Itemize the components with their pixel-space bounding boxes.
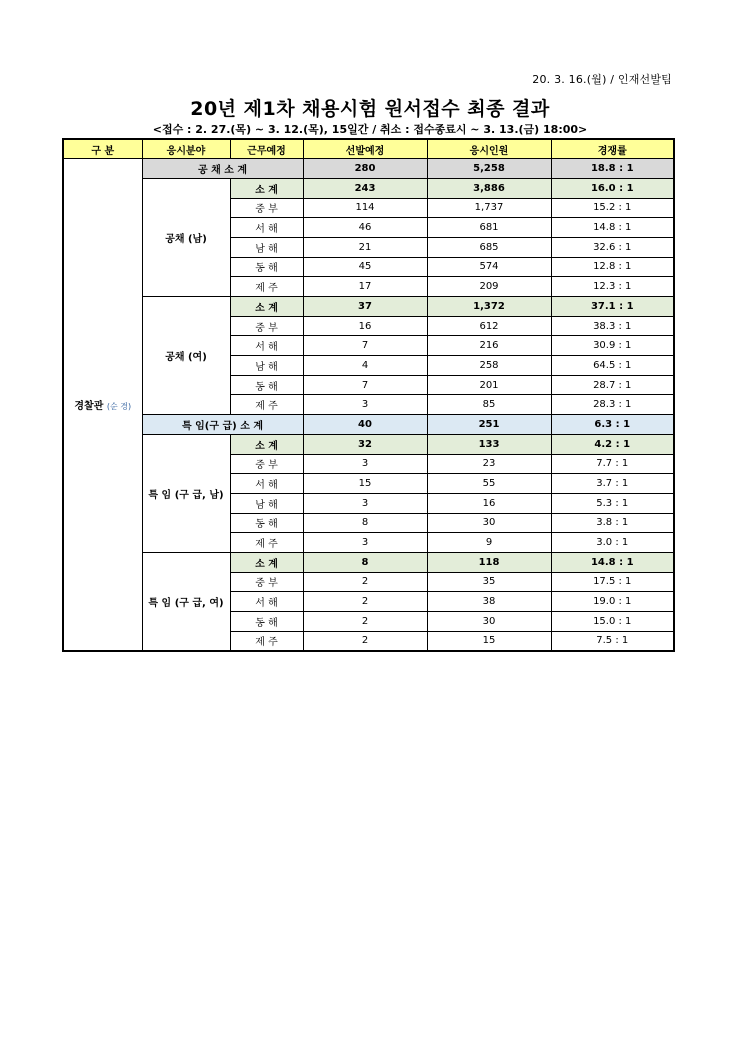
cell-region: 남 해 [230,493,303,513]
cell-ratio: 5.3 : 1 [551,493,674,513]
cell-ratio: 12.3 : 1 [551,277,674,297]
cell-selected: 32 [303,434,427,454]
cell-region: 소 계 [230,434,303,454]
column-header: 경쟁률 [551,139,674,159]
cell-region: 서 해 [230,592,303,612]
table-header-row [63,139,674,159]
cell-applicants: 216 [427,336,551,356]
table-row [63,159,674,179]
cell-region: 남 해 [230,356,303,376]
column-header: 선발예정 [303,139,427,159]
cell-applicants: 5,258 [427,159,551,179]
column-header: 응시인원 [427,139,551,159]
cell-region: 제 주 [230,533,303,553]
cell-region: 중 부 [230,198,303,218]
page-title: 20년 제1차 채용시험 원서접수 최종 결과 [190,98,550,120]
cell-selected: 114 [303,198,427,218]
table-row [63,434,674,454]
cell-selected: 8 [303,552,427,572]
cell-ratio: 17.5 : 1 [551,572,674,592]
cell-ratio: 64.5 : 1 [551,356,674,376]
cell-ratio: 7.5 : 1 [551,631,674,651]
cell-ratio: 18.8 : 1 [551,159,674,179]
cell-selected: 2 [303,631,427,651]
cell-region: 서 해 [230,218,303,238]
cell-applicants: 612 [427,316,551,336]
cell-region: 중 부 [230,572,303,592]
cell-applicants: 85 [427,395,551,415]
column-header: 응시분야 [142,139,230,159]
cell-region: 서 해 [230,474,303,494]
cell-applicants: 118 [427,552,551,572]
results-table [62,138,675,652]
cell-ratio: 30.9 : 1 [551,336,674,356]
cell-selected: 45 [303,257,427,277]
cell-selected: 40 [303,415,427,435]
cell-applicants: 1,372 [427,297,551,317]
cell-region: 동 해 [230,513,303,533]
cell-selected: 3 [303,454,427,474]
cell-region: 제 주 [230,395,303,415]
cell-region: 소 계 [230,178,303,198]
cell-ratio: 3.7 : 1 [551,474,674,494]
cell-selected: 7 [303,336,427,356]
group-label: 공채 (남) [142,178,230,296]
cell-applicants: 1,737 [427,198,551,218]
cell-selected: 243 [303,178,427,198]
cell-applicants: 133 [427,434,551,454]
cell-selected: 46 [303,218,427,238]
column-header: 근무예정 [230,139,303,159]
cell-applicants: 3,886 [427,178,551,198]
cell-applicants: 258 [427,356,551,376]
cell-applicants: 574 [427,257,551,277]
cell-region: 소 계 [230,552,303,572]
cell-ratio: 14.8 : 1 [551,552,674,572]
cell-applicants: 30 [427,612,551,632]
group-label: 특 임 (구 급, 남) [142,434,230,552]
cell-selected: 4 [303,356,427,376]
cell-ratio: 3.8 : 1 [551,513,674,533]
cell-selected: 7 [303,375,427,395]
cell-region: 남 해 [230,237,303,257]
cell-selected: 37 [303,297,427,317]
cell-ratio: 14.8 : 1 [551,218,674,238]
cell-selected: 15 [303,474,427,494]
cell-selected: 16 [303,316,427,336]
cell-region: 중 부 [230,316,303,336]
cell-applicants: 201 [427,375,551,395]
cell-selected: 3 [303,493,427,513]
cell-ratio: 15.0 : 1 [551,612,674,632]
cell-ratio: 7.7 : 1 [551,454,674,474]
page-subtitle: <접수 : 2. 27.(목) ~ 3. 12.(목), 15일간 / 취소 : 접수종료시 ~ 3. 13.(금) 18:00> [152,123,588,136]
cell-applicants: 38 [427,592,551,612]
cell-applicants: 209 [427,277,551,297]
special-total-label: 특 임(구 급) 소 계 [142,415,303,435]
cell-selected: 2 [303,572,427,592]
cell-ratio: 15.2 : 1 [551,198,674,218]
cell-ratio: 19.0 : 1 [551,592,674,612]
main-category-label: 경찰관 [74,401,104,413]
cell-ratio: 38.3 : 1 [551,316,674,336]
cell-applicants: 23 [427,454,551,474]
group-label: 특 임 (구 급, 여) [142,552,230,650]
cell-selected: 3 [303,395,427,415]
cell-applicants: 30 [427,513,551,533]
cell-selected: 17 [303,277,427,297]
cell-ratio: 6.3 : 1 [551,415,674,435]
cell-selected: 2 [303,612,427,632]
cell-region: 제 주 [230,277,303,297]
cell-region: 동 해 [230,612,303,632]
cell-region: 동 해 [230,375,303,395]
gongchae-total-label: 공 채 소 계 [142,159,303,179]
cell-region: 중 부 [230,454,303,474]
cell-region: 동 해 [230,257,303,277]
main-category-cell [63,159,142,651]
cell-ratio: 28.3 : 1 [551,395,674,415]
cell-selected: 3 [303,533,427,553]
cell-ratio: 28.7 : 1 [551,375,674,395]
cell-applicants: 35 [427,572,551,592]
cell-selected: 8 [303,513,427,533]
table-row [63,552,674,572]
cell-applicants: 55 [427,474,551,494]
cell-applicants: 15 [427,631,551,651]
cell-selected: 21 [303,237,427,257]
cell-ratio: 3.0 : 1 [551,533,674,553]
cell-ratio: 16.0 : 1 [551,178,674,198]
cell-applicants: 16 [427,493,551,513]
column-header: 구 분 [63,139,142,159]
dateline: 20. 3. 16.(월) / 인재선발팀 [532,73,672,86]
table-row [63,297,674,317]
cell-region: 제 주 [230,631,303,651]
cell-applicants: 9 [427,533,551,553]
cell-selected: 280 [303,159,427,179]
cell-ratio: 37.1 : 1 [551,297,674,317]
cell-ratio: 32.6 : 1 [551,237,674,257]
cell-region: 소 계 [230,297,303,317]
table-row [63,415,674,435]
group-label: 공채 (여) [142,297,230,415]
cell-region: 서 해 [230,336,303,356]
cell-selected: 2 [303,592,427,612]
cell-applicants: 681 [427,218,551,238]
table-row [63,178,674,198]
cell-ratio: 4.2 : 1 [551,434,674,454]
cell-applicants: 685 [427,237,551,257]
cell-ratio: 12.8 : 1 [551,257,674,277]
cell-applicants: 251 [427,415,551,435]
main-category-sub-label: (순 경) [106,402,132,412]
